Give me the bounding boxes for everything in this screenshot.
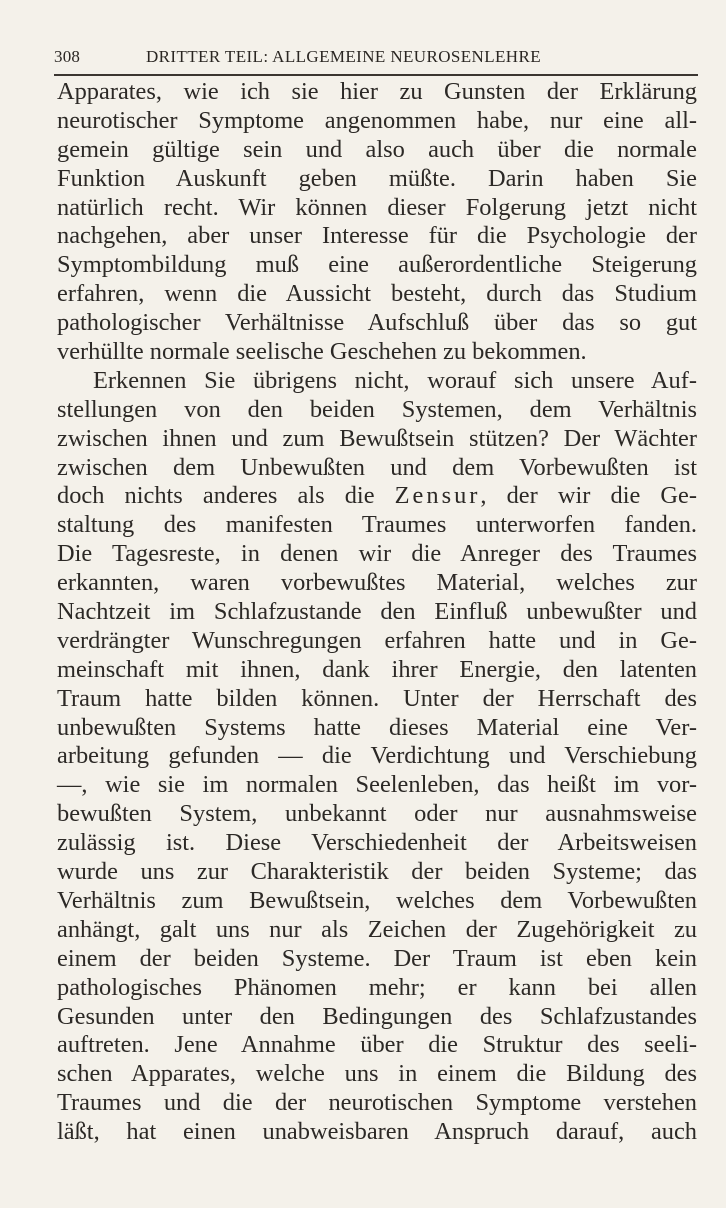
text-line: pathologisches Phänomen mehr; er kann bei allen <box>57 973 697 1001</box>
text-line: auftreten. Jene Annahme über die Struktur des seeli- <box>57 1031 697 1059</box>
text-line: schen Apparates, welche uns in einem die Bildung des <box>57 1060 697 1088</box>
text-line: bewußten System, unbekannt oder nur ausnahmsweise <box>57 800 697 828</box>
text-line: zulässig ist. Diese Verschiedenheit der Arbeitsweisen <box>57 829 697 857</box>
text-line: Traum hatte bilden können. Unter der Herrschaft des <box>57 684 697 712</box>
text-line: Gesunden unter den Bedingungen des Schlafzustandes <box>57 1002 697 1030</box>
text-line: stellungen von den beiden Systemen, dem Verhältnis <box>57 395 697 423</box>
text-line: unbewußten Systems hatte dieses Material eine Ver- <box>57 713 697 741</box>
text-line: meinschaft mit ihnen, dank ihrer Energie, den latenten <box>57 655 697 683</box>
text-line: einem der beiden Systeme. Der Traum ist eben kein <box>57 944 697 972</box>
text-line: neurotischer Symptome angenommen habe, nur eine all- <box>57 106 697 134</box>
text-line: Erkennen Sie übrigens nicht, worauf sich unsere Auf- <box>93 366 697 394</box>
text-line: verdrängter Wunschregungen erfahren hatte und in Ge- <box>57 626 697 654</box>
text-line: staltung des manifesten Traumes unterworfen fanden. <box>57 511 697 539</box>
text-line: verhüllte normale seelische Geschehen zu bekommen. <box>57 338 587 366</box>
text-line-with-spaced-word <box>57 482 697 511</box>
text-line: wurde uns zur Charakteristik der beiden Systeme; das <box>57 858 697 886</box>
page-header <box>54 47 700 71</box>
text-line: Nachtzeit im Schlafzustande den Einfluß unbewußter und <box>57 598 697 626</box>
running-head: DRITTER TEIL: ALLGEMEINE NEUROSENLEHRE <box>146 47 541 66</box>
text-line: Apparates, wie ich sie hier zu Gunsten der Erklärung <box>57 78 697 105</box>
text-line: läßt, hat einen unabweisbaren Anspruch darauf, auch <box>57 1118 697 1146</box>
text-line: erfahren, wenn die Aussicht besteht, durch das Studium <box>57 280 697 308</box>
text-segment: doch nichts anderes als die <box>57 482 375 510</box>
text-line: Die Tagesreste, in denen wir die Anreger des Traumes <box>57 540 697 568</box>
text-line: Traumes und die der neurotischen Symptome verstehen <box>57 1089 697 1117</box>
text-line: zwischen dem Unbewußten und dem Vorbewußten ist <box>57 453 697 481</box>
text-line: pathologischer Verhältnisse Aufschluß über das so gut <box>57 309 697 337</box>
text-line: Verhältnis zum Bewußtsein, welches dem Vorbewußten <box>57 886 697 914</box>
text-line: anhängt, galt uns nur als Zeichen der Zugehörigkeit zu <box>57 915 697 943</box>
header-rule <box>54 74 698 76</box>
text-line: gemein gültige sein und also auch über die normale <box>57 135 697 163</box>
text-line: erkannten, waren vorbewußtes Material, welches zur <box>57 569 697 597</box>
text-line: zwischen ihnen und zum Bewußtsein stützen? Der Wächter <box>57 424 697 452</box>
page-number: 308 <box>54 47 81 66</box>
body-text <box>57 78 697 1147</box>
text-line: Funktion Auskunft geben müßte. Darin haben Sie <box>57 164 697 192</box>
text-line: arbeitung gefunden — die Verdichtung und Verschiebung <box>57 742 697 770</box>
text-line: nachgehen, aber unser Interesse für die Psychologie der <box>57 222 697 250</box>
spaced-word-zensur: Zensur <box>394 482 481 510</box>
text-line: —, wie sie im normalen Seelenleben, das heißt im vor- <box>57 771 697 799</box>
text-line: Symptombildung muß eine außerordentliche Steigerung <box>57 251 697 279</box>
text-line: natürlich recht. Wir können dieser Folgerung jetzt nicht <box>57 193 697 221</box>
text-segment: , der wir die Ge- <box>480 482 697 510</box>
